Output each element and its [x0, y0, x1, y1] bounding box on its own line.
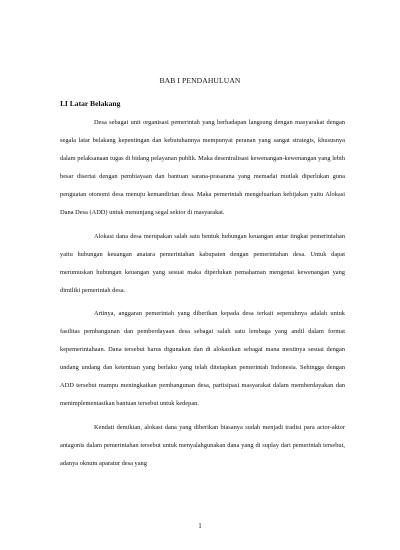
chapter-title: BAB I PENDAHULUAN	[159, 76, 241, 85]
paragraph: Kendati demikian, alokasi dana yang diberikan biasanya sudah menjadi tradisi para actor-aktor antagonis dalam pemerintahan tersebut untuk menyalahgunakan dana yang di suplay dari pemerintah tersebut, adanya oknum aparatur desa yang	[60, 423, 345, 467]
paragraph: Artinya, anggaran pemerintah yang diberikan kepada desa terkait sepenuhnya adalah untuk fasilitas pembangunan dan pemberdayaan desa sebagai salah satu lembaga yang andil dalam format kepemerintahaan. Dana tersebut harus digunakan dan di alokasikan sebagai mana mestinya sesuai dengan undang undang dan ketentuan yang berlaku yang telah ditetapkan pemerintah Indonesia. Sehingga dengan ADD tersebut mampu meningkatkan pembangunan desa, partisipasi masyarakat dalam memberdayakan dan menimplementasikan bantuan tersebut untuk kedepan.	[60, 309, 345, 408]
page-number: 1	[198, 522, 202, 530]
paragraph: Desa sebagai unit organisasi pemerintah yang berhadapan langsung dengan masyarakat dengan segala latar belakang kepentingan dan kebutuhannya mempunyai peranan yang sangat strategis, khususnya dalam pelaksanaan tugas di bidang pelayanan publik. Maka desentralisasi kewenangan-kewenangan yang lebih besar disertai dengan pembiayaan dan bantuan sarana-prasarana yang memadai mutlak diperlukan guna penguatan otonomi desa menuju kemandirian desa. Maka pemerintah mengeluarkan kebijakan yaitu Alokasi Dana Desa (ADD) untuk menunjang segal sektor di masyarakat.	[60, 119, 345, 217]
paragraph: Alokasi dana desa merupakan salah satu bentuk hubungan keuangan antar tingkat pemerintahan yaitu hubungan keuangan anatara pemerintahan kabupaten dengan pemerintahan desa. Untuk dapat merumuskan hubungan keuangan yang sesuai maka diperlukan pemahaman mengenai kewenangan yang dimiliki pemerintah desa.	[60, 232, 345, 294]
body-text	[60, 114, 345, 478]
section-heading: I.I Latar Belakang	[60, 99, 121, 108]
